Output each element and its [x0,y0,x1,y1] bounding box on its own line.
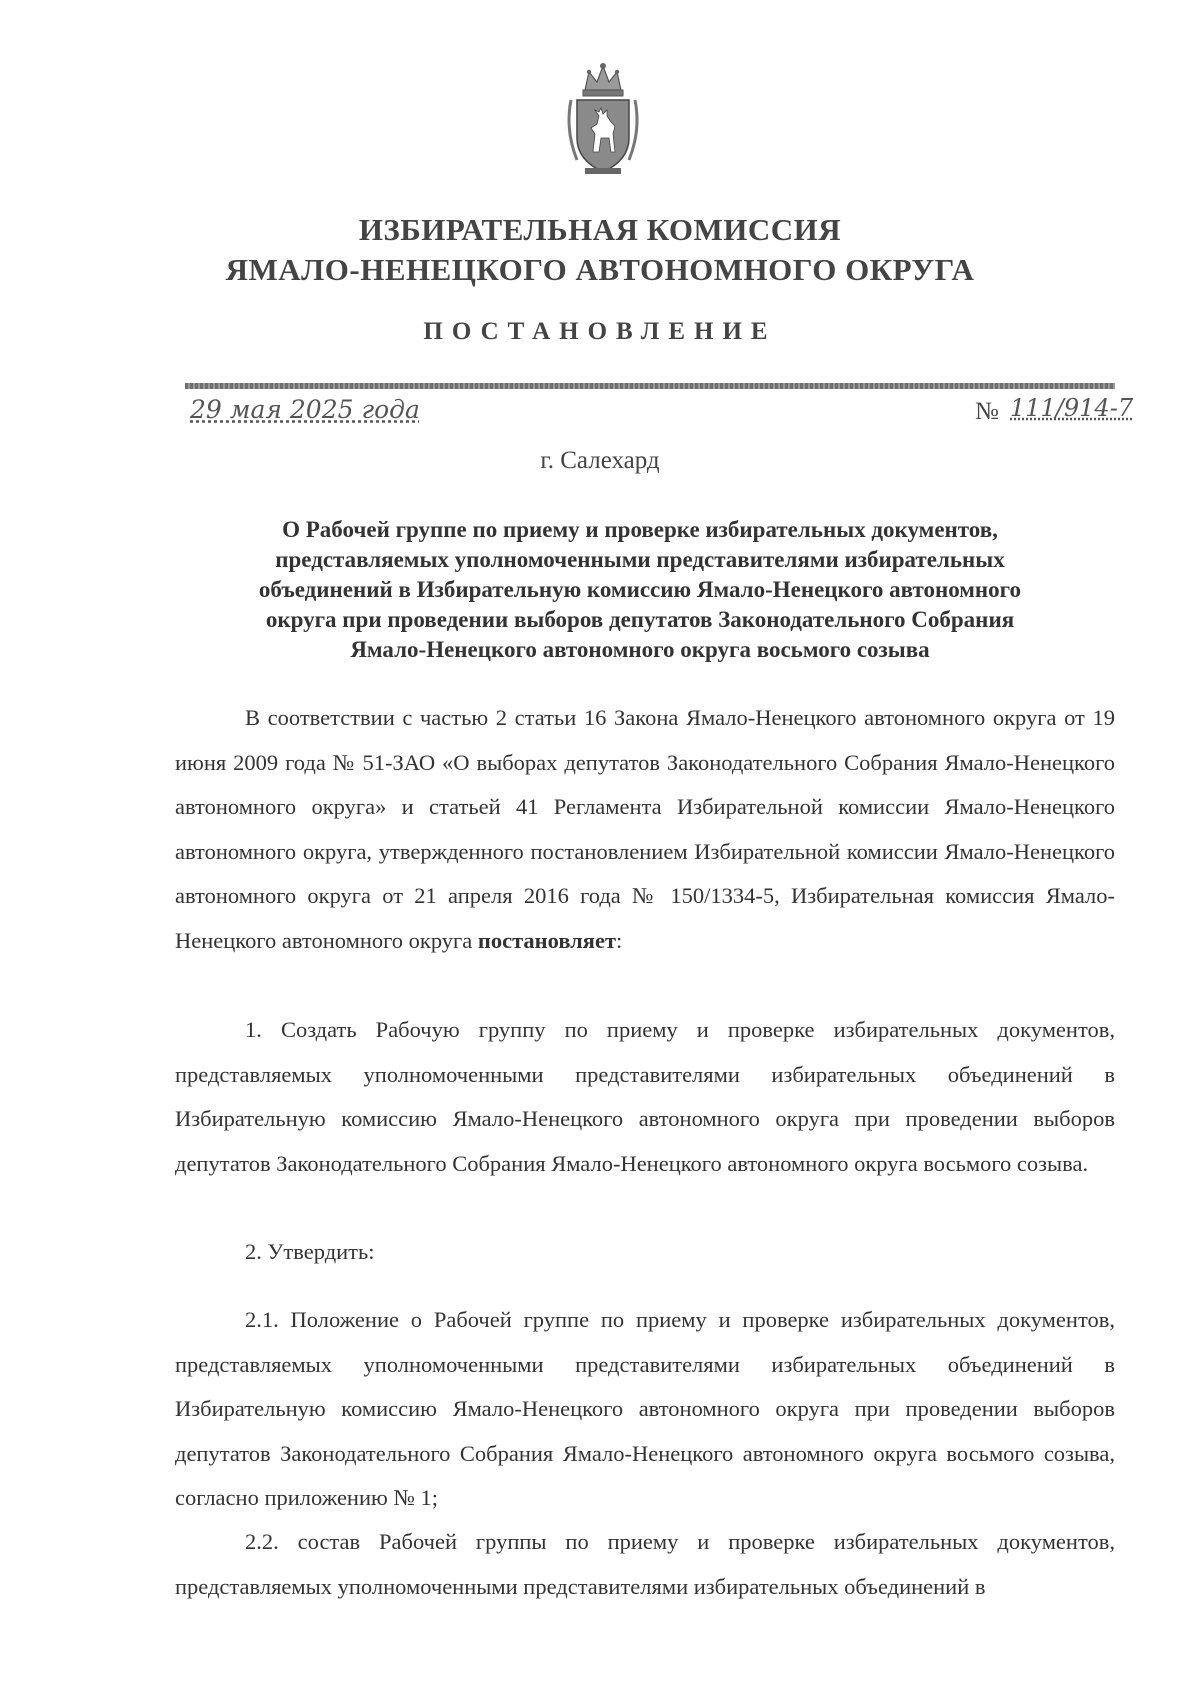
subject-line: представляемых уполномоченными представителями избирательных [275,547,1005,572]
subject-line: объединений в Избирательную комиссию Ямало-Ненецкого автономного [258,577,1022,602]
clause-1: 1. Создать Рабочую группу по приему и проверке избирательных документов, представляемых уполномоченными представителями избирательных объединений в Избирательную комиссию Ямало-Ненецкого автономного округа при проведении выборов депутатов Законодательного Собрания Ямало-Ненецкого автономного округа восьмого созыва. [175,1017,1115,1176]
organization-title [150,210,1050,290]
resolves-word: постановляет [477,927,617,953]
coat-of-arms-icon [563,60,643,178]
city-name: г. Салехард [540,447,660,474]
preamble-paragraph [175,696,1115,963]
organization-title-line2: ЯМАЛО-НЕНЕЦКОГО АВТОНОМНОГО ОКРУГА [225,252,975,287]
clause-2-1: 2.1. Положение о Рабочей группе по приему и проверке избирательных документов, представляемых уполномоченными представителями избирательных объединений в Избирательную комиссию Ямало-Ненецкого автономного округа при проведении выборов депутатов Законодательного Собрания Ямало-Ненецкого автономного округа восьмого созыва, согласно приложению № 1; [175,1307,1115,1510]
document-number: 111/914-7 [1010,394,1134,422]
clause-2-2: 2.2. состав Рабочей группы по приему и проверке избирательных документов, представляемых уполномоченными представителями избирательных объединений в [175,1529,1115,1599]
document-number-label: № [975,398,999,425]
document-type: ПОСТАНОВЛЕНИЕ [423,318,777,345]
organization-title-line1: ИЗБИРАТЕЛЬНАЯ КОМИССИЯ [358,212,842,247]
document-date: 29 мая 2025 года [190,395,420,424]
subject-line: округа при проведении выборов депутатов Законодательного Собрания [265,607,1015,632]
subject-line: О Рабочей группе по приему и проверке избирательных документов, [282,517,998,542]
preamble-text: В соответствии с частью 2 статьи 16 Закона Ямало-Ненецкого автономного округа от 19 июня 2009 года № 51-ЗАО «О выборах депутатов Законодательного Собрания Ямало-Ненецкого автономного округа» и статьей 41 Регламента Избирательной комиссии Ямало-Ненецкого автономного округа, утвержденного постановлением Избирательной комиссии Ямало-Ненецкого автономного округа от 21 апреля 2016 года № 150/1334-5, Избирательная комиссия Ямало-Ненецкого автономного округа [175,705,1115,953]
clause-2: 2. Утвердить: [245,1239,375,1264]
preamble-colon: : [616,927,623,953]
header-divider [185,383,1115,389]
document-subject [200,515,1080,665]
subject-line: Ямало-Ненецкого автономного округа восьмого созыва [350,637,930,662]
